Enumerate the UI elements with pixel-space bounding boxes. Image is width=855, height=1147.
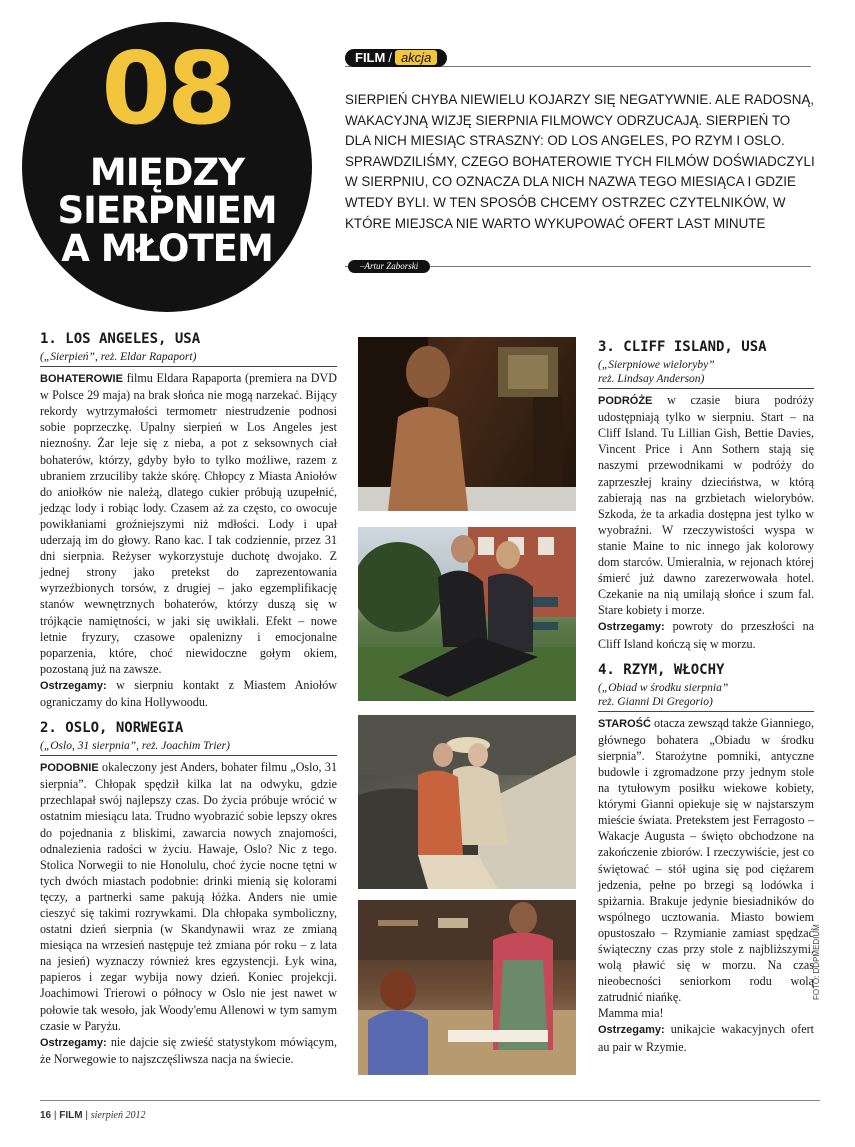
warning-label-la: Ostrzegamy:: [40, 679, 107, 692]
warning-label-oslo: Ostrzegamy:: [40, 1036, 107, 1049]
warning-text-oslo: nie dajcie się zwieść statystykom mówiącym, że Norwegowie to najszczęśliwsza nacja na świecie.: [40, 1034, 337, 1066]
photo-rome-film: [358, 900, 576, 1075]
warning-text-cliff: powroty do przeszłości na Cliff Island kończą się w morzu.: [598, 619, 814, 651]
section-subtitle-rome-l1: („Obiad w środku sierpnia”: [598, 681, 729, 694]
body-text-la: filmu Eldara Rapaporta (premiera na DVD w Polsce 29 maja) na brak słońca nie mogą narzekać. Bijący rekordy wytrzymałości termometr niestrudzenie podnosi sobie poprzeczkę. Upalny sierpień w Los Angeles jest nieznośny. Żar leje się z nieba, a pot z seksownych ciał bohaterów, którzy, gdyby było to tylko możliwe, razem z ubraniem zrzuciliby także skórę. Chłopcy z Miasta Aniołów do aniołków nie należą, dlatego cukier próbują uzupełnić, jedząc lody i robiąc lody. Czasem aż za często, co owocuje powikłaniami groźniejszymi niż mdłości. Lody i upał uderzają im do głowy. Rano kac. I tak codziennie, przez 31 dni sierpnia. Reżyser wykorzystuje duchotę dwojako. Z jednej strony jako pretekst do zaprezentowania wyrzeźbionych torsów, z drugiej – jako egzemplifikację stanów wewnętrznych bohaterów, którzy duszą się w trójkącie namiętności, w jaki się uwikłali. Efekt – nowe letnie fryzury, czasowe opalenizny i emocjonalne poparzenia, które, choć niewidoczne gołym okiem, pozostaną już na zawsze.: [40, 371, 337, 676]
tag-sub: akcja: [395, 50, 437, 65]
page-footer: 16 | FILM | sierpień 2012: [40, 1110, 146, 1121]
footer-rule: [40, 1100, 820, 1101]
lead-word-rome: STAROŚĆ: [598, 717, 651, 730]
page-number: 16: [40, 1110, 52, 1121]
lead-word-la: BOHATEROWIE: [40, 373, 123, 386]
warning-text-rome: unikajcie wakacyjnych ofert au pair w Rzymie.: [598, 1022, 814, 1054]
section-subtitle-rome-l2: reż. Gianni Di Gregorio): [598, 695, 713, 708]
tag-main: FILM: [355, 50, 386, 65]
warning-label-rome: Ostrzegamy:: [598, 1024, 665, 1037]
author-byline: –Artur Zaborski: [348, 260, 430, 273]
lead-word-oslo: PODOBNIE: [40, 762, 99, 775]
photo-scene-4: [358, 900, 576, 1075]
photo-scene-1: [358, 337, 576, 511]
section-body-rome: [598, 715, 814, 1006]
section-heading-la: 1. LOS ANGELES, USA: [40, 331, 201, 347]
body-text-oslo: okaleczony jest Anders, bohater filmu „Oslo, 31 sierpnia”. Chłopak spędził kilka lat na odwyku, gdzie przechlapał swój najlepszy czas. Do życia próbuje wrócić w ostatnim miesiącu lata. Trudno wyobrazić sobie lepszy okres do pojednania z bliskimi, zawarcia nowych znajomości, odnalezienia radości w życiu. Hawaje, Oslo? Nic z tego. Stolica Norwegii to nie Honolulu, choć życie nocne tętni w tych dwóch miastach podobnie: drinki mienią się kolorami tęczy, a partnerki same pakują łóżka. Anders nie umie cieszyć się takimi rozrywkami. Dla chłopaka symboliczny, ostatni dzień sierpnia (w Skandynawii wraz ze zmianą miesiąca na wrzesień następuje też zmiana pór roku – z lata na jesień) wyznaczy również kres egzystencji. Łyk wina, papieros i zegar wybija nowy dzień. Koniec projekcji. Joachimowi Trierowi o północy w Oslo nie jest nawet w połowie tak wesoło, jak Woody'emu Allenowi w tym samym czasie w Paryżu.: [40, 760, 337, 1033]
section-heading-cliff: 3. CLIFF ISLAND, USA: [598, 339, 767, 355]
issue-number: 08: [101, 30, 233, 147]
photo-scene-3: [358, 715, 576, 889]
section-heading-oslo: 2. OSLO, NORWEGIA: [40, 720, 184, 737]
warning-label-cliff: Ostrzegamy:: [598, 621, 665, 634]
headline-line-1: MIĘDZY: [89, 151, 245, 194]
warning-rome: [598, 1021, 814, 1054]
section-body-oslo: [40, 759, 337, 1034]
section-subtitle-cliff-l1: („Sierpniowe wieloryby”: [598, 359, 715, 372]
section-subtitle-la: („Sierpień”, reż. Eldar Rapaport): [40, 350, 337, 367]
body-text-cliff: w czasie biura podróży udostępniają tylko w sierpniu. Start – na Cliff Island. Tu Lillian Gish, Bettie Davies, Vincent Price i Ann Sothern stają się naszymi przewodnikami w podróży do zaprzeszłej krainy dzieciństwa, w którą zabierają nas na grzbietach wielorybów. Szkoda, że ta arkadia dostępna jest tylko w wyobraźni. W rzeczywistości wyspa w stanie Maine to nic innego jak kolorowy dom starców. Umieralnia, w rejonach której śmierć już dawno zarezerwowała hotel. Czekanie na nią umilają słońce i szum fal. Stare kobiety i morze.: [598, 393, 814, 618]
photo-august-film: [358, 337, 576, 511]
left-column: [40, 331, 337, 1067]
lead-paragraph: SIERPIEŃ CHYBA NIEWIELU KOJARZY SIĘ NEGATYWNIE. ALE RADOSNĄ, WAKACYJNĄ WIZJĘ SIERPNIA FILMOWCY ODRZUCAJĄ. SIERPIEŃ TO DLA NICH MIESIĄC STRASZNY: OD LOS ANGELES, PO RZYM I OSLO. SPRAWDZILIŚMY, CZEGO BOHATEROWIE TYCH FILMÓW DOŚWIADCZYLI W SIERPNIU, CO OZNACZA DLA NICH NAZWA TEGO MIESIĄCA I GDZIE WTEDY BYLI. W TEN SPOSÓB CHCEMY OSTRZEC CZYTELNIKÓW, W KTÓRE MIEJSCA NIE WARTO WYKUPOWAĆ OFERT LAST MINUTE: [345, 92, 815, 231]
footer-issue: sierpień 2012: [90, 1110, 146, 1121]
photo-oslo-film: [358, 527, 576, 701]
photo-cliff-island-film: [358, 715, 576, 889]
lead-word-cliff: PODRÓŻE: [598, 395, 653, 408]
photo-scene-2: [358, 527, 576, 701]
section-subtitle-cliff: [598, 358, 814, 389]
section-subtitle-rome: [598, 681, 814, 712]
section-subtitle-cliff-l2: reż. Lindsay Anderson): [598, 373, 705, 386]
photo-credit: FOTO: DDPMEDIUM: [812, 924, 821, 1000]
headline-line-2: SIERPNIEM: [57, 189, 277, 232]
right-column: [598, 339, 814, 1055]
warning-oslo: [40, 1034, 337, 1067]
section-heading-rome: 4. RZYM, WŁOCHY: [598, 661, 725, 678]
footer-magazine: FILM: [59, 1110, 83, 1121]
section-subtitle-oslo: („Oslo, 31 sierpnia”, reż. Joachim Trier): [40, 739, 337, 756]
section-body-la: [40, 370, 337, 677]
warning-cliff: [598, 618, 814, 651]
warning-text-la: w sierpniu kontakt z Miastem Aniołów ograniczamy do kina Hollywoodu.: [40, 677, 337, 709]
warning-la: [40, 677, 337, 710]
section-body-cliff: [598, 392, 814, 618]
headline-line-3: A MŁOTEM: [61, 227, 273, 270]
exclamation-rome: Mamma mia!: [598, 1006, 664, 1021]
section-tag: FILM / akcja: [345, 49, 447, 67]
body-text-rome: otacza zewsząd także Gianniego, głównego bohatera „Obiadu w środku sierpnia”. Starożytne pomniki, antyczne budowle i zgromadzone przy jednym stole na tytułowym posiłku wiekowe kobiety, którymi Gianni opiekuje się w najstarszym mieście świata. Pretekstem jest Ferragosto – Wakacje Augusta – święto obchodzone na zakończenie zbiorów. I rzeczywiście, jest co świętować – stół ugina się pod ciężarem jedzenia, pełne po brzegi są lodówka i spiżarnia. Brakuje jedynie biesiadników do wspólnego ucztowania. Miasto bowiem opustoszało – Rzymianie zamiast spędzać świąteczny czas przy stole z najbliższymi, wolą pławić się w morzu. Na czas nieobecności seniorkom rodu wolą zatrudnić niańkę.: [598, 715, 814, 1005]
